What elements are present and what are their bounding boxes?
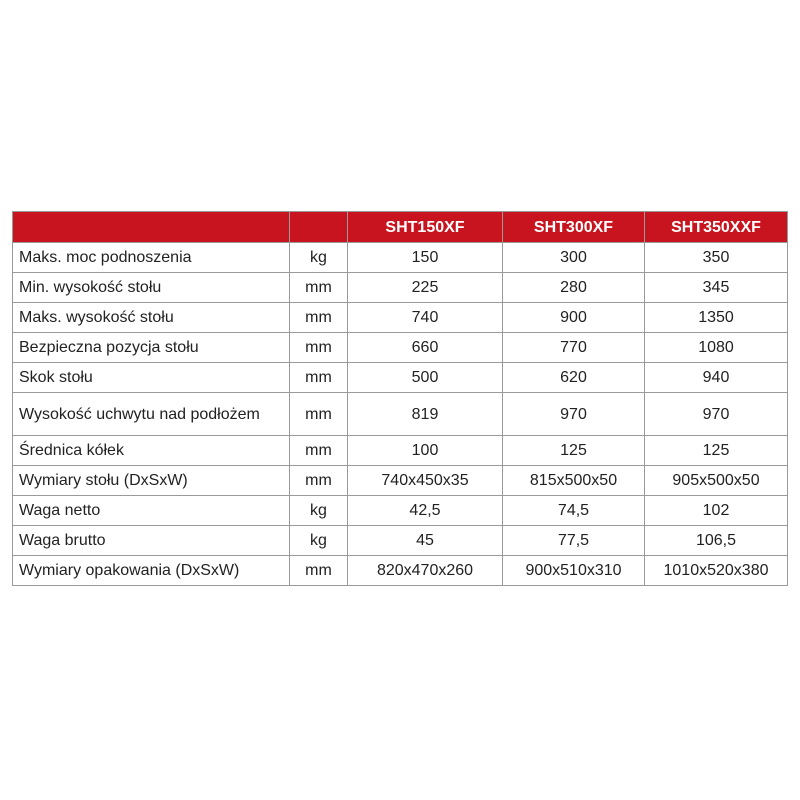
value-cell: 106,5 xyxy=(645,526,788,556)
table-row xyxy=(13,243,788,273)
value-cell: 125 xyxy=(503,436,645,466)
header-model-sht300xf: SHT300XF xyxy=(503,212,645,243)
value-cell: 905x500x50 xyxy=(645,466,788,496)
value-cell: 150 xyxy=(348,243,503,273)
param-cell: Maks. wysokość stołu xyxy=(13,303,290,333)
value-cell: 225 xyxy=(348,273,503,303)
param-cell: Maks. moc podnoszenia xyxy=(13,243,290,273)
value-cell: 819 xyxy=(348,393,503,436)
unit-cell: mm xyxy=(290,363,348,393)
table-row xyxy=(13,526,788,556)
value-cell: 500 xyxy=(348,363,503,393)
value-cell: 77,5 xyxy=(503,526,645,556)
unit-cell: kg xyxy=(290,526,348,556)
table-row xyxy=(13,466,788,496)
header-param-cell xyxy=(13,212,290,243)
value-cell: 280 xyxy=(503,273,645,303)
value-cell: 74,5 xyxy=(503,496,645,526)
param-cell: Waga brutto xyxy=(13,526,290,556)
unit-cell: kg xyxy=(290,243,348,273)
table-row xyxy=(13,273,788,303)
spec-table xyxy=(12,211,788,586)
param-cell: Skok stołu xyxy=(13,363,290,393)
unit-cell: mm xyxy=(290,393,348,436)
header-model-sht150xf: SHT150XF xyxy=(348,212,503,243)
param-cell: Wysokość uchwytu nad podłożem xyxy=(13,393,290,436)
unit-cell: mm xyxy=(290,273,348,303)
table-row xyxy=(13,393,788,436)
value-cell: 900x510x310 xyxy=(503,556,645,586)
param-cell: Średnica kółek xyxy=(13,436,290,466)
value-cell: 970 xyxy=(503,393,645,436)
param-cell: Wymiary opakowania (DxSxW) xyxy=(13,556,290,586)
param-cell: Wymiary stołu (DxSxW) xyxy=(13,466,290,496)
value-cell: 970 xyxy=(645,393,788,436)
value-cell: 940 xyxy=(645,363,788,393)
header-row xyxy=(13,212,788,243)
header-model-sht350xxf: SHT350XXF xyxy=(645,212,788,243)
value-cell: 660 xyxy=(348,333,503,363)
value-cell: 620 xyxy=(503,363,645,393)
value-cell: 770 xyxy=(503,333,645,363)
value-cell: 45 xyxy=(348,526,503,556)
param-cell: Bezpieczna pozycja stołu xyxy=(13,333,290,363)
unit-cell: mm xyxy=(290,333,348,363)
value-cell: 100 xyxy=(348,436,503,466)
table-row xyxy=(13,333,788,363)
spec-table-body xyxy=(13,243,788,586)
header-unit-cell xyxy=(290,212,348,243)
value-cell: 125 xyxy=(645,436,788,466)
param-cell: Min. wysokość stołu xyxy=(13,273,290,303)
value-cell: 102 xyxy=(645,496,788,526)
table-row xyxy=(13,556,788,586)
table-row xyxy=(13,363,788,393)
unit-cell: mm xyxy=(290,436,348,466)
table-row xyxy=(13,436,788,466)
param-cell: Waga netto xyxy=(13,496,290,526)
unit-cell: mm xyxy=(290,556,348,586)
unit-cell: kg xyxy=(290,496,348,526)
table-row xyxy=(13,303,788,333)
value-cell: 1010x520x380 xyxy=(645,556,788,586)
value-cell: 900 xyxy=(503,303,645,333)
value-cell: 740 xyxy=(348,303,503,333)
value-cell: 815x500x50 xyxy=(503,466,645,496)
value-cell: 740x450x35 xyxy=(348,466,503,496)
value-cell: 1080 xyxy=(645,333,788,363)
value-cell: 350 xyxy=(645,243,788,273)
value-cell: 345 xyxy=(645,273,788,303)
value-cell: 42,5 xyxy=(348,496,503,526)
unit-cell: mm xyxy=(290,466,348,496)
value-cell: 1350 xyxy=(645,303,788,333)
unit-cell: mm xyxy=(290,303,348,333)
value-cell: 300 xyxy=(503,243,645,273)
value-cell: 820x470x260 xyxy=(348,556,503,586)
table-row xyxy=(13,496,788,526)
